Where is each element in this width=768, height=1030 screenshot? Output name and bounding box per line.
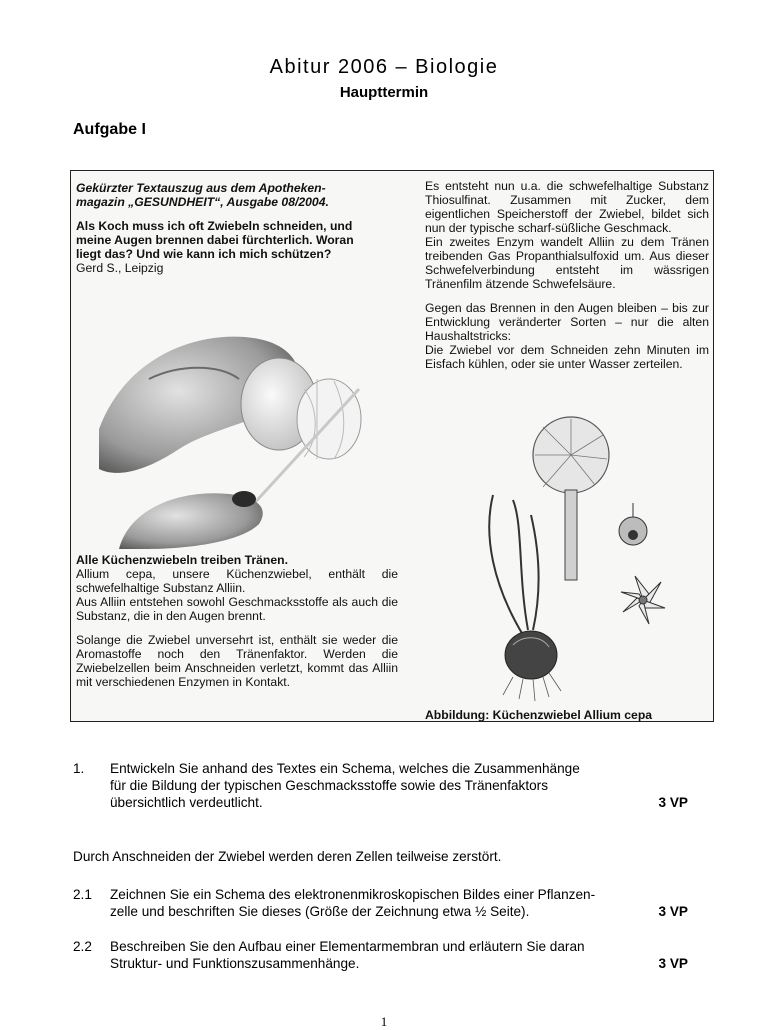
question-number: 2.2 <box>73 939 92 954</box>
question-line: für die Bildung der typischen Geschmacksstoffe sowie des Tränenfaktors <box>110 778 548 793</box>
onion-plant-illustration <box>483 415 695 705</box>
question-line: übersichtlich verdeutlicht. <box>110 795 263 810</box>
intro-text: Durch Anschneiden der Zwiebel werden deren Zellen teilweise zerstört. <box>73 849 502 864</box>
reader-question-line: Als Koch muss ich oft Zwiebeln schneiden, und <box>76 219 353 233</box>
article-heading: Alle Küchenzwiebeln treiben Tränen. <box>76 553 288 567</box>
question-points: 3 VP <box>658 956 688 971</box>
reader-question-line: meine Augen brennen dabei fürchterlich. Woran <box>76 233 354 247</box>
source-line: magazin „GESUNDHEIT“, Ausgabe 08/2004. <box>76 195 329 209</box>
reader-question-line: liegt das? Und wie kann ich mich schützen? <box>76 247 332 261</box>
question-points: 3 VP <box>658 904 688 919</box>
question-line: Beschreiben Sie den Aufbau einer Elementarmembran und erläutern Sie daran <box>110 939 585 954</box>
page-subtitle: Haupttermin <box>339 84 429 101</box>
article-paragraph: Gegen das Brennen in den Augen bleiben – bis zur Entwicklung veränderter Sorten – nur die alten Haushaltstricks: <box>425 301 709 343</box>
article-right-column <box>425 179 709 371</box>
question-points: 3 VP <box>658 795 688 810</box>
article-paragraph: Die Zwiebel vor dem Schneiden zehn Minuten im Eisfach kühlen, oder sie unter Wasser zerteilen. <box>425 343 709 371</box>
source-line: Gekürzter Textauszug aus dem Apotheken- <box>76 181 326 195</box>
figure-caption: Abbildung: Küchenzwiebel Allium cepa <box>425 708 653 722</box>
article-left-column <box>76 181 398 275</box>
article-paragraph: Solange die Zwiebel unversehrt ist, enthält sie weder die Aromastoffe noch den Tränenfaktor. Werden die Zwiebelzellen beim Anschneiden verletzt, kommt das Alliin mit verschiedenen Enzymen in Kontakt. <box>76 633 398 689</box>
article-left-bottom <box>76 553 398 689</box>
question-number: 2.1 <box>73 887 92 902</box>
page-title: Abitur 2006 – Biologie <box>269 56 499 78</box>
article-paragraph: Es entsteht nun u.a. die schwefelhaltige Substanz Thiosulfinat. Zusammen mit Zucker, dem eigentlichen Speicherstoff der Zwiebel, bildet sich nun der typische scharf-süßliche Geschmack. <box>425 179 709 235</box>
article-box <box>70 170 714 722</box>
question-line: Entwickeln Sie anhand des Textes ein Schema, welches die Zusammenhänge <box>110 761 580 776</box>
question-author: Gerd S., Leipzig <box>76 261 164 275</box>
task-heading: Aufgabe I <box>73 121 146 138</box>
question-line: Zeichnen Sie ein Schema des elektronenmikroskopischen Bildes einer Pflanzen- <box>110 887 596 902</box>
question-line: Struktur- und Funktionszusammenhänge. <box>110 956 360 971</box>
question-number: 1. <box>73 761 85 776</box>
article-paragraph: Allium cepa, unsere Küchenzwiebel, enthält die schwefelhaltige Substanz Alliin. <box>76 567 398 595</box>
page-number: 1 <box>380 1014 388 1029</box>
onion-cutting-photo <box>89 309 389 549</box>
article-paragraph: Ein zweites Enzym wandelt Alliin zu dem Tränen treibenden Gas Propanthialsulfoxid um. Aus dieser Schwefelverbindung entsteht im wässrigen Tränenfilm ätzende Schwefelsäure. <box>425 235 709 291</box>
question-line: zelle und beschriften Sie dieses (Größe der Zeichnung etwa ½ Seite). <box>110 904 530 919</box>
article-paragraph: Aus Alliin entstehen sowohl Geschmacksstoffe als auch die Substanz, die in den Augen brennt. <box>76 595 398 623</box>
